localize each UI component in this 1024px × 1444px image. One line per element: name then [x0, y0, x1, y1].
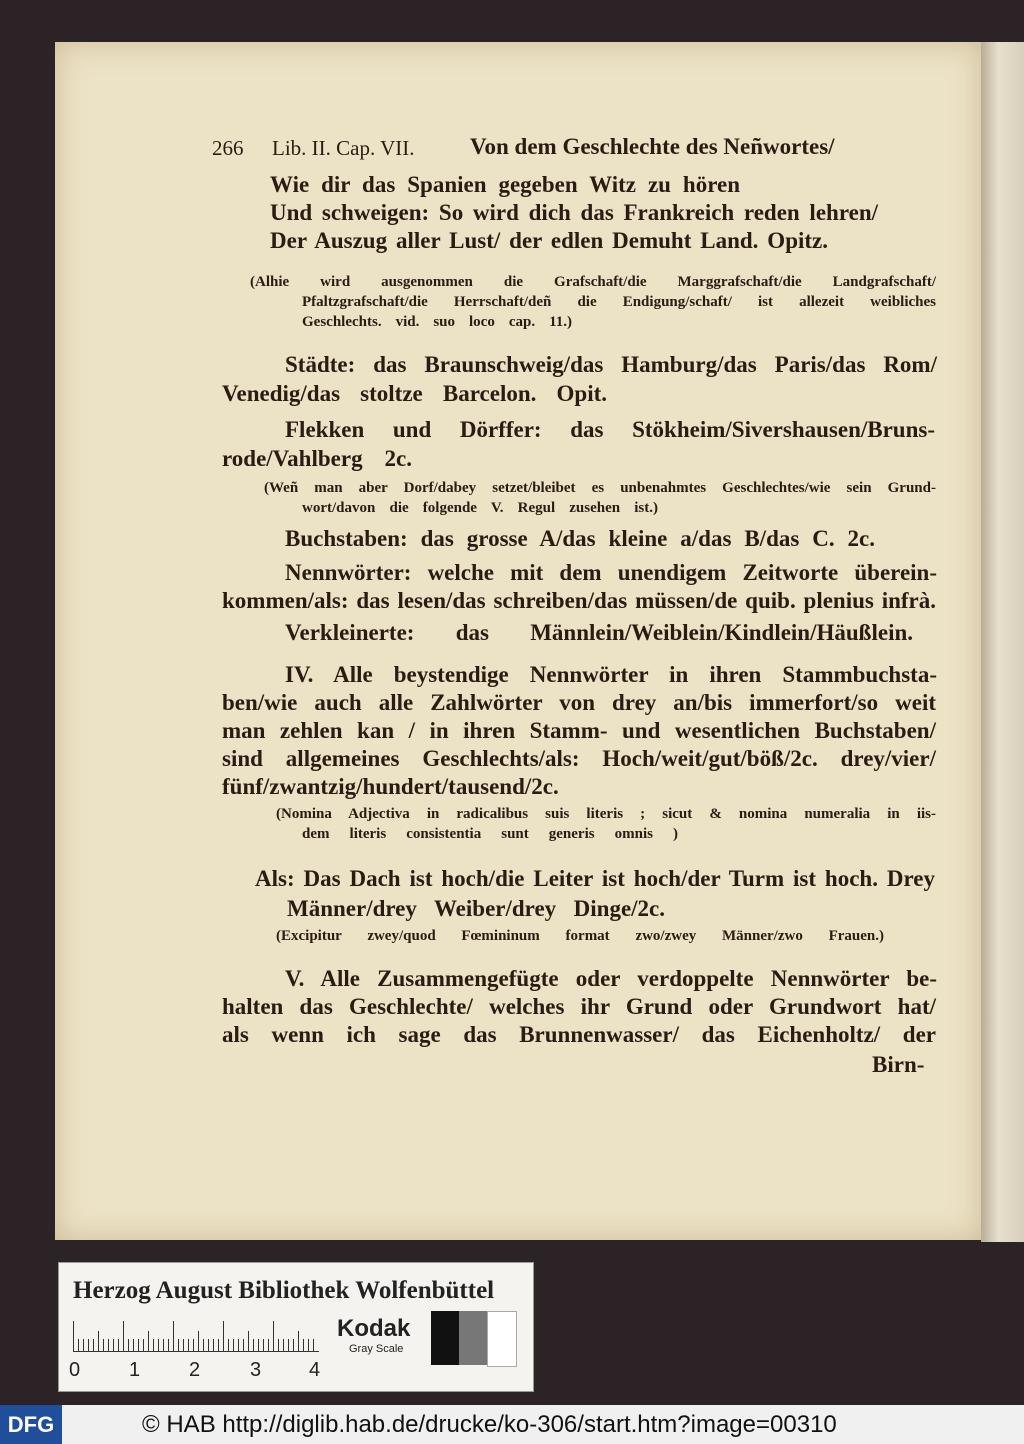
footnote-line: (Weñ man aber Dorf/dabey setzet/bleibet es unbenahmtes Geschlechtes/wie sein Grund- [264, 480, 936, 496]
text-line: Nennwörter: welche mit dem unendigem Zeitworte überein- [285, 560, 937, 585]
ruler-tick [243, 1339, 244, 1351]
ruler-tick [143, 1339, 144, 1351]
scale-0: 0 [69, 1359, 81, 1381]
text-line: Städte: das Braunschweig/das Hamburg/das Paris/das Rom/ [285, 352, 937, 377]
ruler [73, 1321, 319, 1352]
running-title: Lib. II. Cap. VII. [272, 136, 415, 160]
text-line: Flekken und Dörffer: das Stökheim/Sivershausen/Bruns- [285, 417, 935, 442]
text-line: Verkleinerte: das Männlein/Weiblein/Kindlein/Häußlein. [285, 620, 913, 645]
ruler-tick [138, 1339, 139, 1351]
text-line: Und schweigen: So wird dich das Frankreich reden lehren/ [270, 200, 878, 225]
text-line: kommen/als: das lesen/das schreiben/das müssen/de quib. plenius infrà. [222, 588, 936, 613]
ruler-tick [308, 1339, 309, 1351]
ruler-tick [73, 1321, 74, 1351]
ruler-tick [248, 1331, 249, 1351]
text-line: rode/Vahlberg 2c. [222, 446, 412, 471]
ruler-tick [163, 1339, 164, 1351]
gray-patch-white [487, 1311, 517, 1367]
text-line: Der Auszug aller Lust/ der edlen Demuht Land. Opitz. [270, 228, 828, 253]
institution-name: Herzog August Bibliothek Wolfenbüttel [73, 1277, 495, 1304]
text-line: halten das Geschlechte/ welches ihr Grund oder Grundwort hat/ [222, 994, 936, 1019]
footer-bar [0, 1405, 1024, 1444]
scale-1: 1 [129, 1359, 141, 1381]
dfg-logo: DFG [0, 1405, 62, 1444]
gray-scale-label: Gray Scale [349, 1343, 404, 1355]
ruler-tick [283, 1339, 284, 1351]
footnote-line: wort/davon die folgende V. Regul zusehen ist.) [302, 500, 658, 516]
text-line: Wie dir das Spanien gegeben Witz zu hören [270, 172, 740, 197]
ruler-tick [288, 1339, 289, 1351]
text-line: sind allgemeines Geschlechts/als: Hoch/weit/gut/böß/2c. drey/vier/ [222, 746, 936, 771]
text-line: als wenn ich sage das Brunnenwasser/ das Eichenholtz/ der [222, 1022, 936, 1047]
text-line: V. Alle Zusammengefügte oder verdoppelte Nennwörter be- [285, 966, 937, 991]
ruler-tick [198, 1331, 199, 1351]
ruler-tick [258, 1339, 259, 1351]
ruler-tick [83, 1339, 84, 1351]
ruler-tick [168, 1339, 169, 1351]
next-page-edge [981, 42, 1024, 1242]
ruler-tick [218, 1339, 219, 1351]
ruler-tick [298, 1331, 299, 1351]
ruler-tick [233, 1339, 234, 1351]
ruler-tick [88, 1339, 89, 1351]
gray-patch-black [431, 1311, 459, 1365]
ruler-tick [173, 1321, 174, 1351]
ruler-tick [203, 1339, 204, 1351]
ruler-tick [313, 1339, 314, 1351]
text-line: IV. Alle beystendige Nennwörter in ihren Stammbuchsta- [285, 662, 937, 687]
text-line: Männer/drey Weiber/drey Dinge/2c. [287, 896, 665, 921]
scale-4: 4 [309, 1359, 321, 1381]
ruler-tick [303, 1339, 304, 1351]
ruler-tick [158, 1339, 159, 1351]
page-number: 266 [212, 136, 244, 160]
ruler-tick [263, 1339, 264, 1351]
ruler-tick [123, 1321, 124, 1351]
footnote-line: dem literis consistentia sunt generis omnis ) [302, 826, 678, 842]
ruler-tick [268, 1339, 269, 1351]
ruler-tick [193, 1339, 194, 1351]
ruler-tick [183, 1339, 184, 1351]
text-line: Als: Das Dach ist hoch/die Leiter ist hoch/der Turm ist hoch. Drey [255, 866, 935, 891]
ruler-tick [178, 1339, 179, 1351]
ruler-tick [113, 1339, 114, 1351]
color-card [58, 1262, 534, 1392]
footnote-line: Pfaltzgrafschaft/die Herrschaft/deñ die Endigung/schaft/ ist allezeit weibliches [302, 294, 936, 310]
ruler-tick [153, 1339, 154, 1351]
ruler-tick [213, 1339, 214, 1351]
copyright-link[interactable]: © HAB http://diglib.hab.de/drucke/ko-306/start.htm?image=00310 [142, 1411, 837, 1438]
gray-patch-mid [459, 1311, 487, 1365]
footnote-line: (Nomina Adjectiva in radicalibus suis literis ; sicut & nomina numeralia in iis- [276, 806, 936, 822]
ruler-tick [238, 1339, 239, 1351]
ruler-tick [98, 1331, 99, 1351]
footnote-line: (Alhie wird ausgenommen die Grafschaft/die Marggrafschaft/die Landgrafschaft/ [250, 274, 936, 290]
ruler-tick [273, 1321, 274, 1351]
ruler-tick [228, 1339, 229, 1351]
kodak-logo: Kodak [337, 1315, 411, 1342]
text-line: Birn- [872, 1052, 925, 1077]
ruler-tick [278, 1339, 279, 1351]
text-line: man zehlen kan / in ihren Stamm- und wesentlichen Buchstaben/ [222, 718, 936, 743]
ruler-tick [293, 1339, 294, 1351]
footnote-line: (Excipitur zwey/quod Fœmininum format zwo/zwey Männer/zwo Frauen.) [276, 928, 884, 944]
ruler-tick [208, 1339, 209, 1351]
text-line: ben/wie auch alle Zahlwörter von drey an/bis immerfort/so weit [222, 690, 936, 715]
ruler-tick [118, 1339, 119, 1351]
ruler-tick [78, 1339, 79, 1351]
text-line: fünf/zwantzig/hundert/tausend/2c. [222, 774, 559, 799]
scale-3: 3 [250, 1359, 262, 1381]
text-line: Venedig/das stoltze Barcelon. Opit. [222, 381, 607, 406]
page-heading: Von dem Geschlechte des Neñwortes/ [470, 134, 835, 159]
ruler-tick [103, 1339, 104, 1351]
ruler-tick [133, 1339, 134, 1351]
text-line: Buchstaben: das grosse A/das kleine a/das B/das C. 2c. [285, 526, 875, 551]
ruler-tick [253, 1339, 254, 1351]
ruler-tick [188, 1339, 189, 1351]
scale-2: 2 [189, 1359, 201, 1381]
footnote-line: Geschlechts. vid. suo loco cap. 11.) [302, 314, 572, 330]
ruler-tick [223, 1321, 224, 1351]
ruler-tick [108, 1339, 109, 1351]
ruler-tick [128, 1339, 129, 1351]
ruler-tick [93, 1339, 94, 1351]
ruler-tick [148, 1331, 149, 1351]
